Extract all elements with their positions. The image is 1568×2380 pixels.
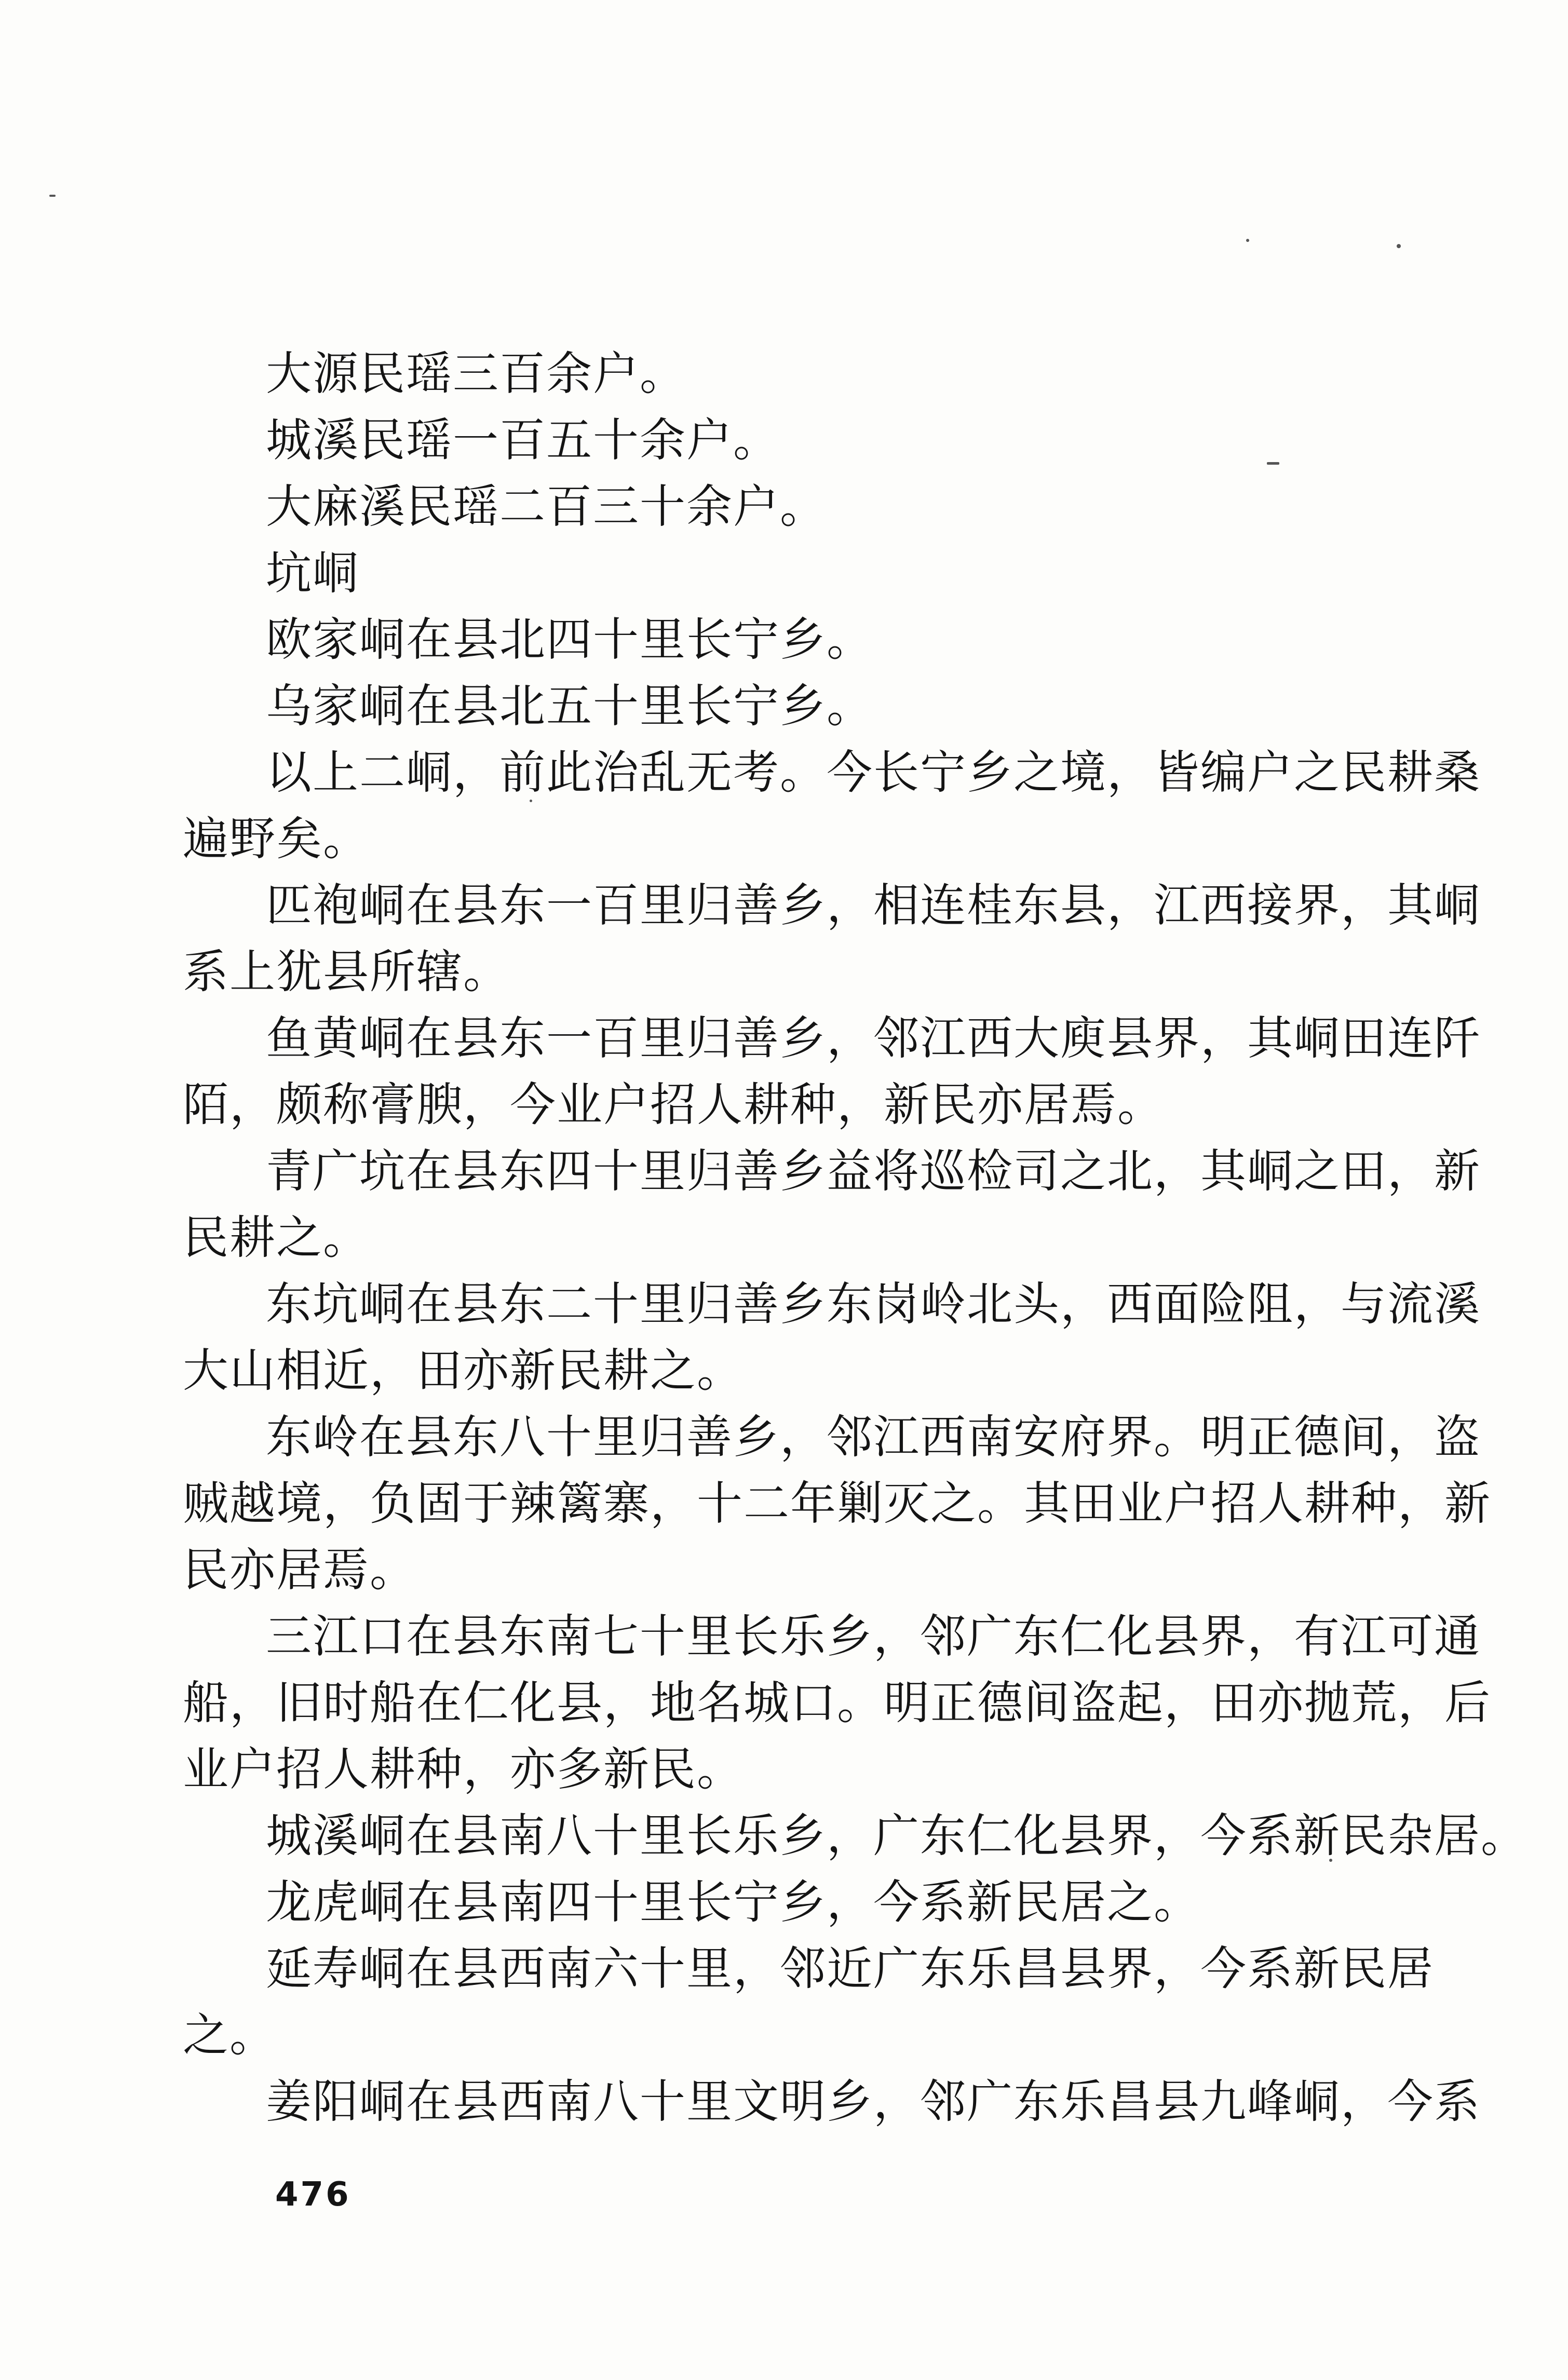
text-line: 民亦居焉。 (183, 1543, 417, 1597)
text-line: 姜阳峒在县西南八十里文明乡，邻广东乐昌县九峰峒，今系 (266, 2075, 1481, 2128)
text-line: 大山相近，田亦新民耕之。 (183, 1344, 744, 1397)
text-line: 大源民瑶三百余户。 (266, 347, 687, 400)
text-line: 匹袍峒在县东一百里归善乡，相连桂东县，江西接界，其峒 (266, 878, 1481, 932)
text-line: 系上犹县所辖。 (183, 945, 510, 998)
text-line: 业户招人耕种，亦多新民。 (183, 1742, 744, 1796)
text-line: 东岭在县东八十里归善乡，邻江西南安府界。明正德间，盗 (266, 1410, 1481, 1464)
text-line: 鱼黄峒在县东一百里归善乡，邻江西大庾县界，其峒田连阡 (266, 1011, 1481, 1065)
text-line: 城溪峒在县南八十里长乐乡，广东仁化县界，今系新民杂居。 (266, 1809, 1528, 1862)
text-line: 以上二峒，前此治乱无考。今长宁乡之境，皆编户之民耕桑 (266, 746, 1481, 799)
text-line: 欧家峒在县北四十里长宁乡。 (266, 613, 874, 666)
text-line: 遍野矣。 (183, 812, 370, 866)
text-line: 乌家峒在县北五十里长宁乡。 (266, 679, 874, 733)
text-line: 之。 (183, 2008, 277, 2062)
text-line: 民耕之。 (183, 1211, 370, 1264)
page-number: 476 (275, 2175, 351, 2214)
text-line: 大麻溪民瑶二百三十余户。 (266, 480, 827, 533)
scan-speck (1397, 244, 1401, 248)
section-heading: 坑峒 (266, 546, 360, 600)
text-line: 陌，颇称膏腴，今业户招人耕种，新民亦居焉。 (183, 1078, 1165, 1131)
body-text (183, 341, 1528, 2135)
text-line: 城溪民瑶一百五十余户。 (266, 413, 780, 467)
scan-speck (1246, 239, 1249, 242)
text-line: 龙虎峒在县南四十里长宁乡，今系新民居之。 (266, 1875, 1201, 1929)
text-line: 船，旧时船在仁化县，地名城口。明正德间盗起，田亦抛荒，后 (183, 1676, 1492, 1729)
scan-speck (49, 195, 56, 197)
text-line: 贼越境，负固于辣篱寨，十二年剿灭之。其田业户招人耕种，新 (183, 1477, 1492, 1530)
text-line: 青广坑在县东四十里归善乡益将巡检司之北，其峒之田，新 (266, 1144, 1481, 1198)
text-line: 三江口在县东南七十里长乐乡，邻广东仁化县界，有江可通 (266, 1610, 1481, 1663)
text-line: 延寿峒在县西南六十里，邻近广东乐昌县界，今系新民居 (266, 1942, 1435, 1995)
text-line: 东坑峒在县东二十里归善乡东岗岭北头，西面险阻，与流溪 (266, 1277, 1481, 1331)
